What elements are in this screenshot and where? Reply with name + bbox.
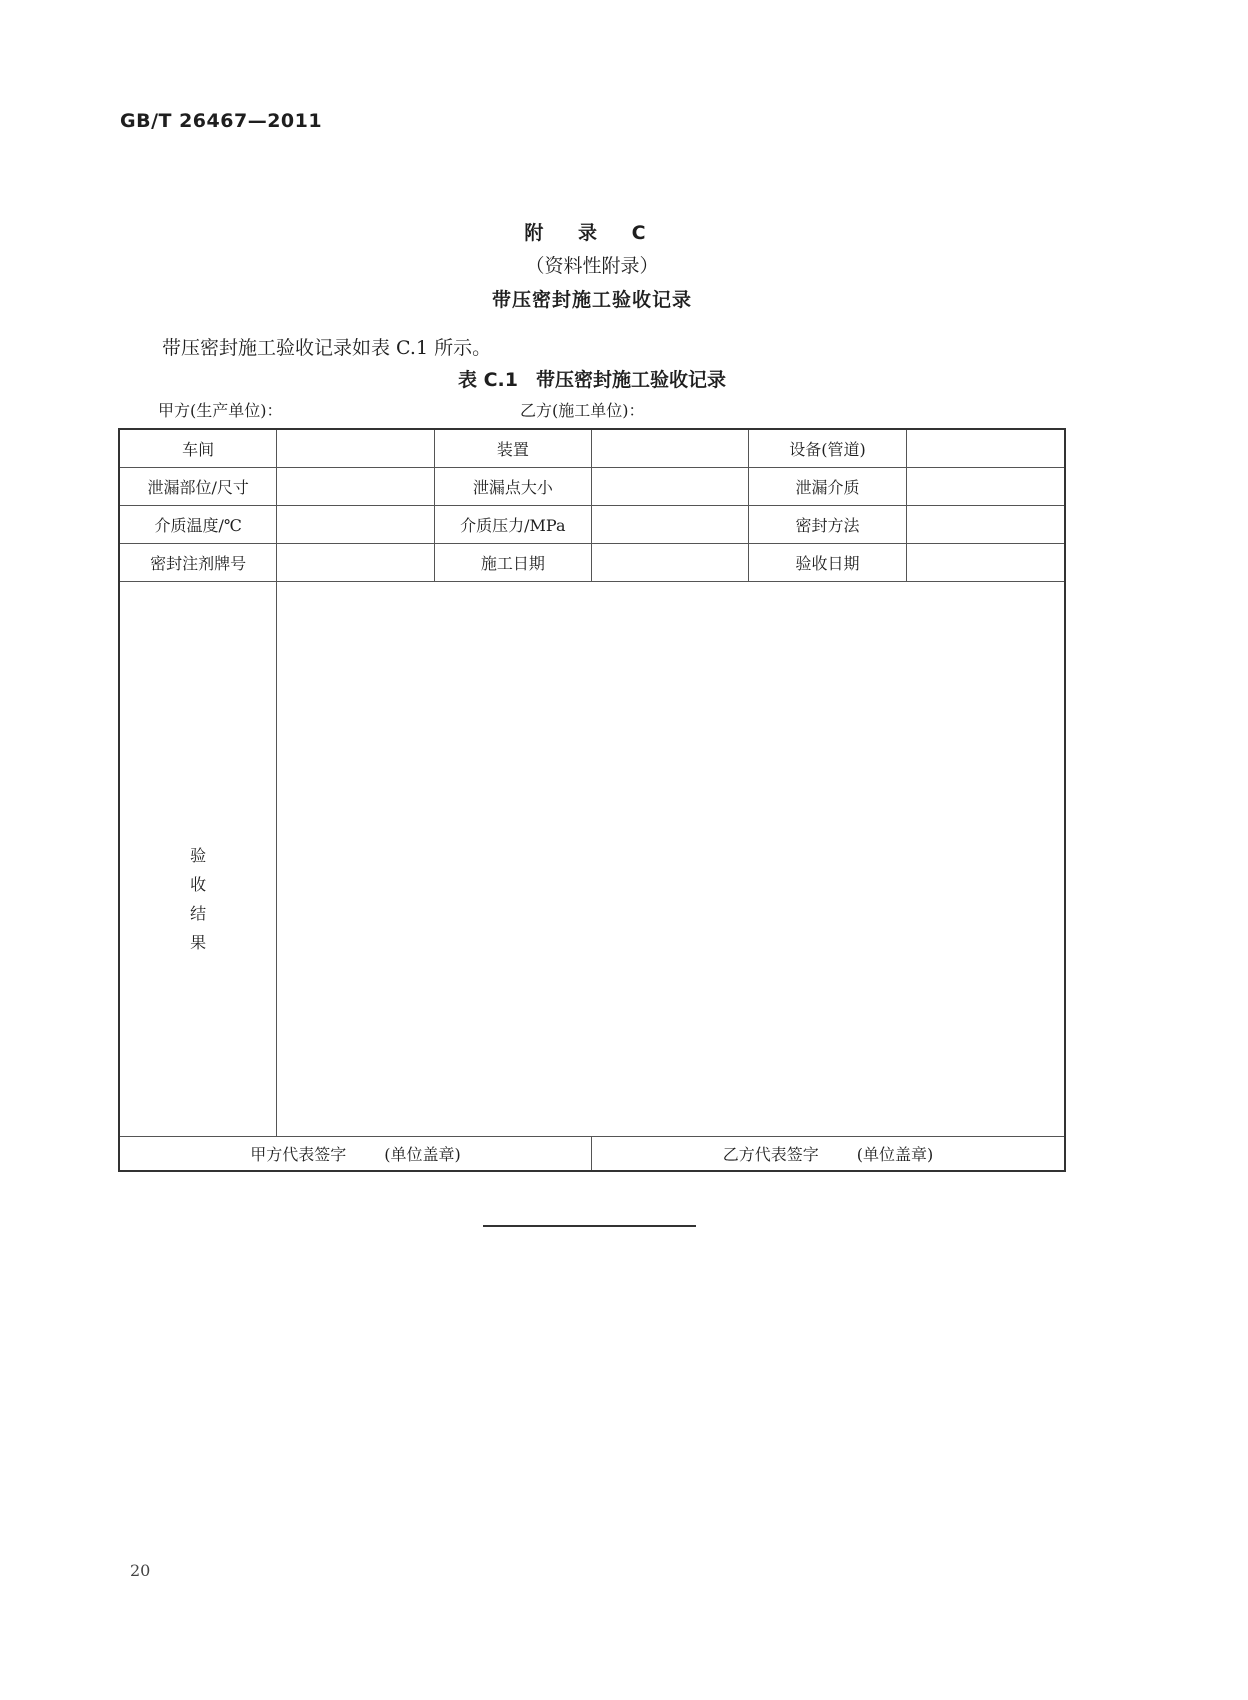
result-label-char: 收 [190,874,207,894]
cell-acceptance-date-value [907,543,1064,581]
party-a-signature-label: 甲方代表签字 [250,1144,347,1164]
table-caption [0,365,1184,392]
intro-paragraph: 带压密封施工验收记录如表 C.1 所示。 [162,337,492,359]
table-caption-number: 表 C.1 [457,369,518,391]
cell-medium-pressure-label: 介质压力/MPa [435,505,592,543]
result-label-char: 结 [190,903,207,923]
annex-name: 带压密封施工验收记录 [491,289,692,311]
annex-title: 附 录 C [524,222,660,244]
cell-seal-method-value [907,505,1064,543]
party-a-signature-cell [120,1136,592,1170]
cell-equipment-label: 设备(管道) [749,430,906,467]
table-row [120,543,1064,582]
cell-unit-label: 装置 [435,430,592,467]
end-rule [483,1225,696,1227]
standard-number: GB/T 26467—2011 [120,110,323,132]
cell-leak-location-value [277,467,434,505]
signature-row [120,1136,1064,1170]
result-label-char: 验 [190,845,207,865]
cell-medium-temp-label: 介质温度/℃ [120,505,277,543]
cell-equipment-value [907,430,1064,467]
cell-leak-size-value [592,467,749,505]
acceptance-result-area [277,581,1064,1136]
party-a-seal-label: (单位盖章) [384,1144,461,1164]
annex-type: （资料性附录） [525,255,659,277]
cell-unit-value [592,430,749,467]
cell-leak-location-label: 泄漏部位/尺寸 [120,467,277,505]
table-row [120,505,1064,544]
cell-medium-pressure-value [592,505,749,543]
party-b-signature-cell [592,1136,1064,1170]
cell-leak-medium-value [907,467,1064,505]
cell-sealant-grade-label: 密封注剂牌号 [120,543,277,581]
acceptance-result-row [120,581,1064,1137]
table-caption-title: 带压密封施工验收记录 [535,369,726,391]
cell-workshop-value [277,430,434,467]
table-row [120,430,1064,468]
party-b-signature-label: 乙方代表签字 [722,1144,819,1164]
result-label-char: 果 [190,932,207,952]
cell-construction-date-value [592,543,749,581]
cell-sealant-grade-value [277,543,434,581]
acceptance-result-label [120,581,277,1136]
cell-workshop-label: 车间 [120,430,277,467]
acceptance-record-table [118,428,1066,1172]
cell-leak-medium-label: 泄漏介质 [749,467,906,505]
party-a-label: 甲方(生产单位)： [158,401,283,420]
party-b-label: 乙方(施工单位)： [520,401,645,420]
cell-construction-date-label: 施工日期 [435,543,592,581]
cell-medium-temp-value [277,505,434,543]
table-row [120,467,1064,506]
cell-acceptance-date-label: 验收日期 [749,543,906,581]
page-number: 20 [130,1561,151,1580]
party-b-seal-label: (单位盖章) [856,1144,934,1164]
cell-seal-method-label: 密封方法 [749,505,906,543]
cell-leak-size-label: 泄漏点大小 [435,467,592,505]
